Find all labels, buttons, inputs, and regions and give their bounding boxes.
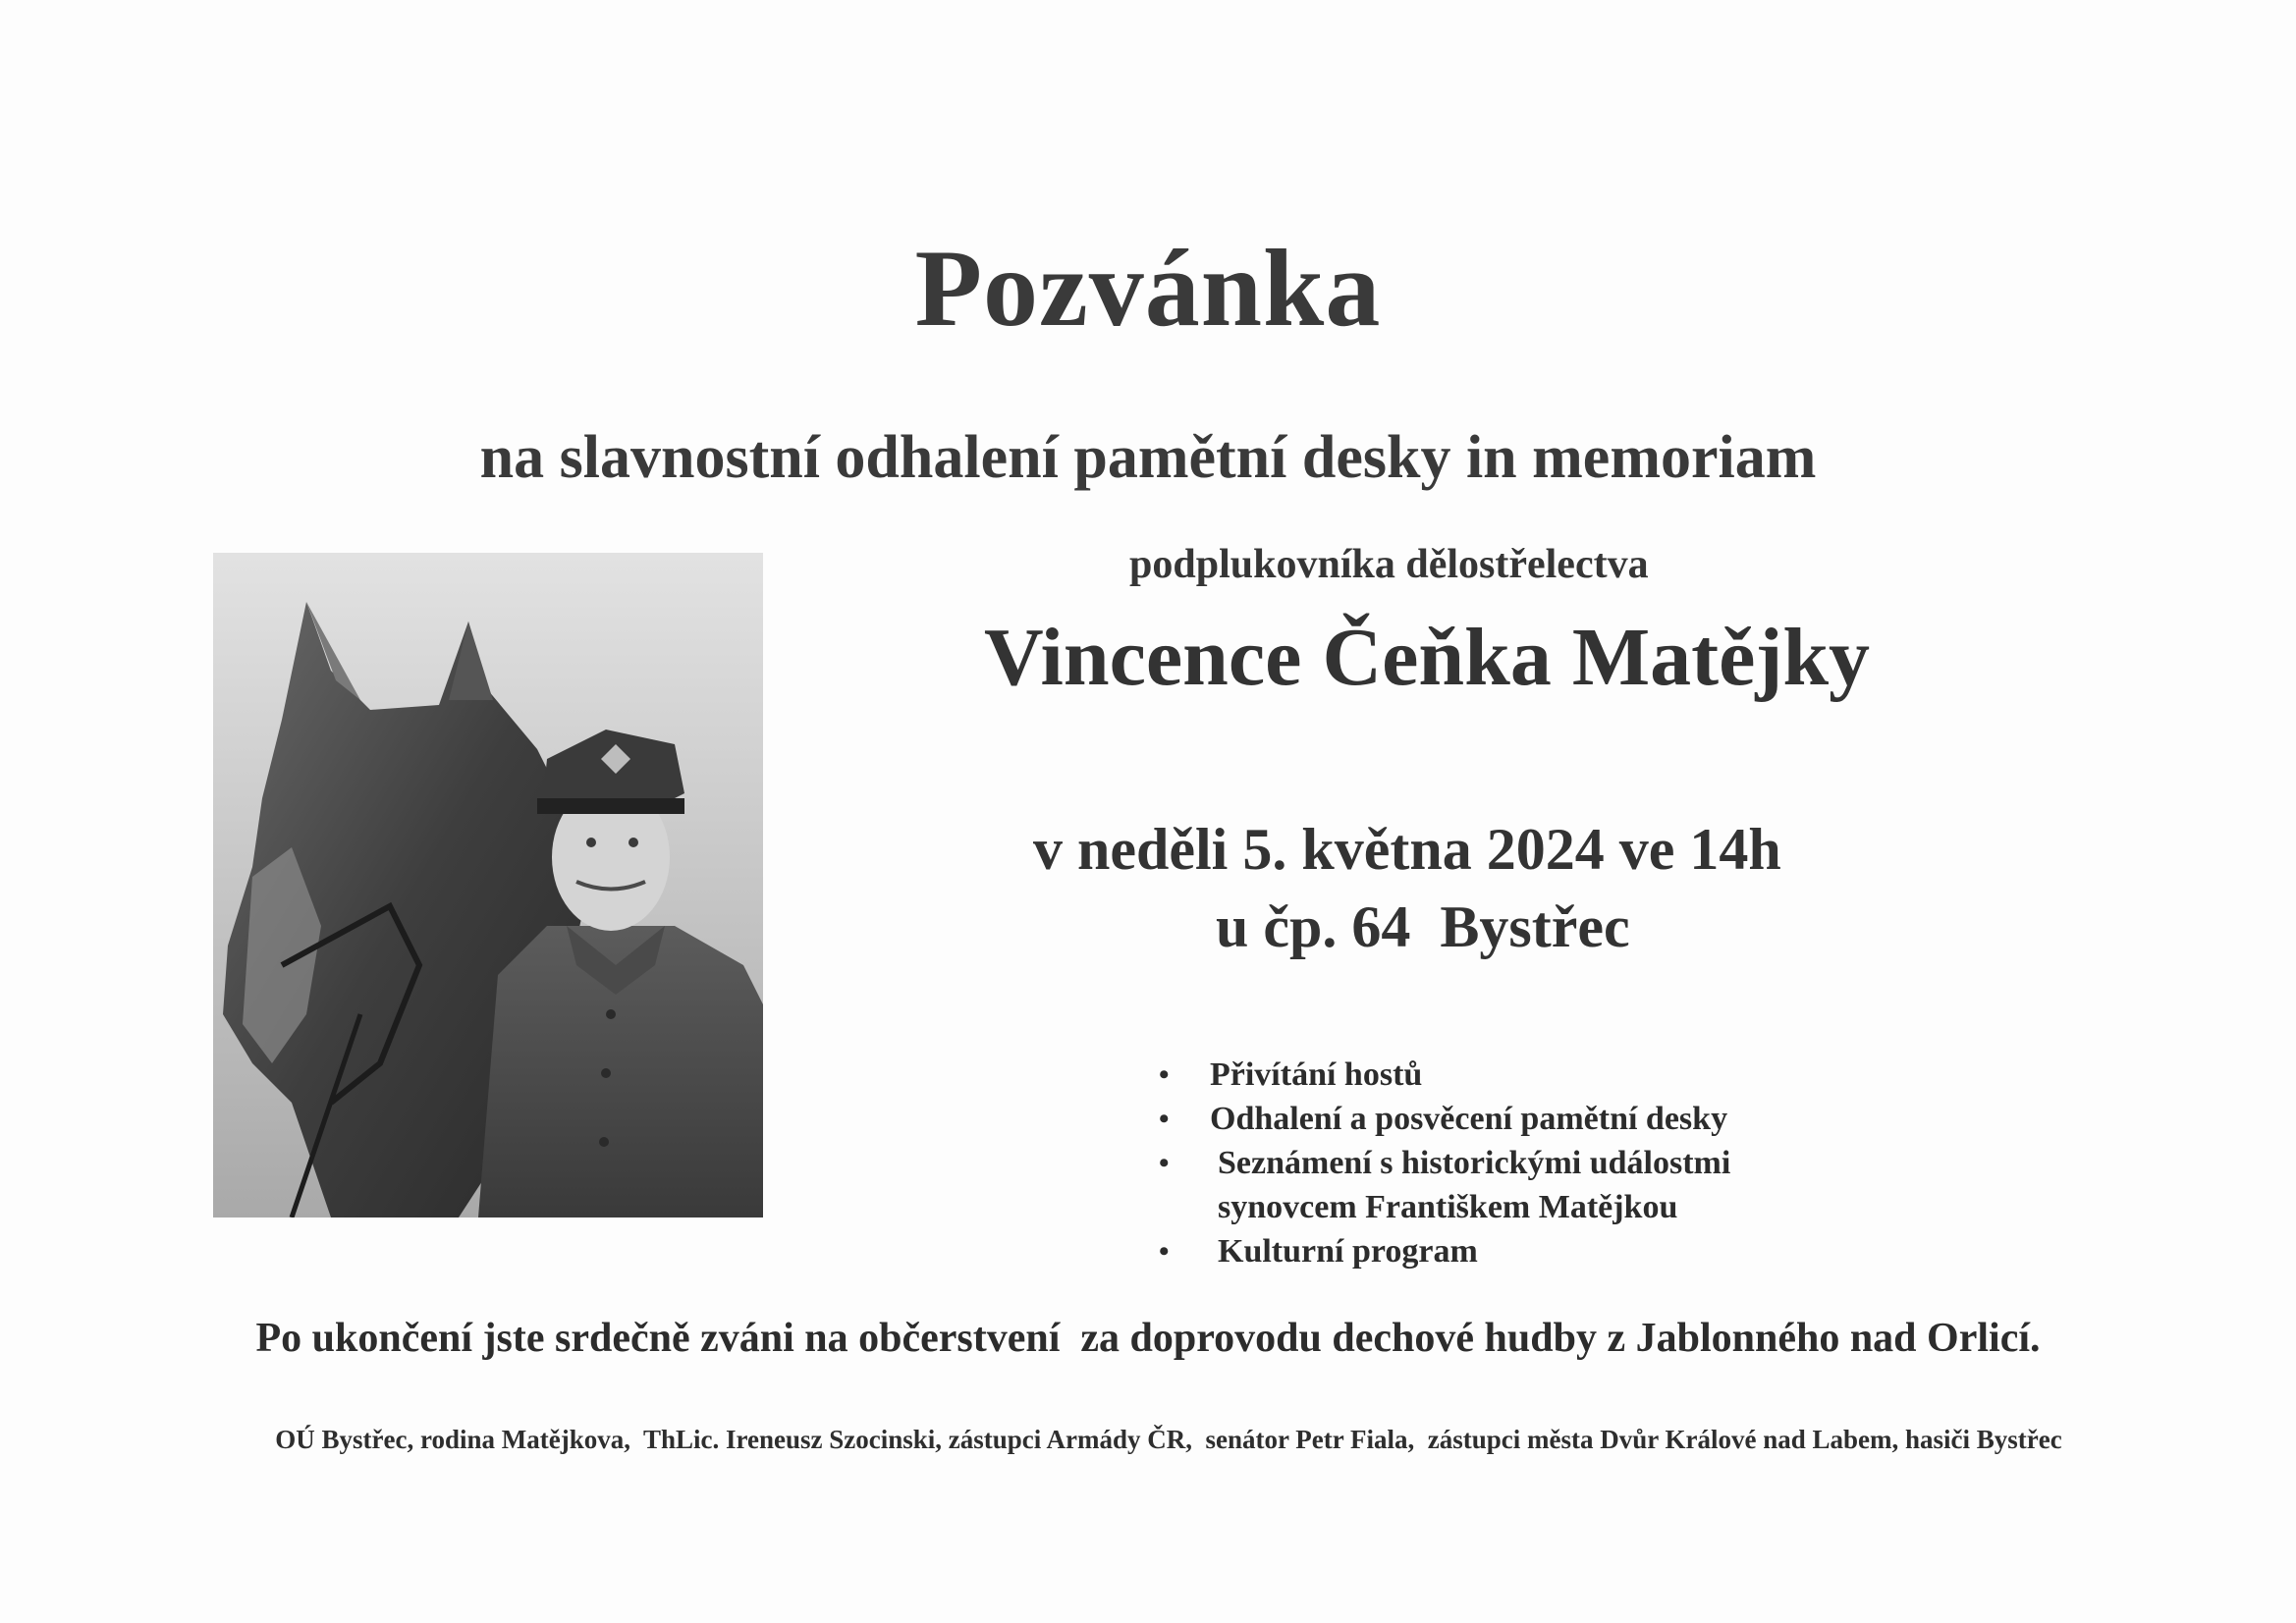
program-item-label: Odhalení a posvěcení pamětní desky [1210,1101,1728,1137]
program-item-label: Seznámení s historickými událostmi [1218,1145,1731,1181]
closing-invitation-text: Po ukončení jste srdečně zváni na občerstvení za doprovodu dechové hudby z Jablonného nad Orlicí. [255,1316,2041,1361]
event-date-time: v neděli 5. května 2024 ve 14h [1033,817,1781,882]
program-item [1159,1097,1730,1141]
program-item [1159,1229,1730,1273]
invitation-subtitle: na slavnostní odhalení pamětní desky in memoriam [479,424,1817,491]
event-location: u čp. 64 Bystřec [1216,894,1630,959]
program-list [1159,1053,1730,1273]
program-item-label: Přivítání hostů [1210,1056,1423,1093]
honoree-name: Vincence Čeňka Matějky [984,612,1871,703]
bullet-dot-icon: • [1159,1147,1170,1179]
bullet-dot-icon: • [1159,1235,1170,1268]
photo-illustration [213,553,763,1217]
program-item [1159,1053,1730,1097]
bullet-dot-icon: • [1159,1103,1170,1135]
program-item-continuation: synovcem Františkem Matějkou [1218,1189,1678,1225]
program-item [1159,1141,1730,1229]
honoree-rank: podplukovníka dělostřelectva [1129,542,1649,587]
organizers-line: OÚ Bystřec, rodina Matějkova, ThLic. Ireneusz Szocinski, zástupci Armády ČR, senátor Petr Fiala, zástupci města Dvůr Králové nad Labem, hasiči Bystřec [275,1425,2062,1454]
bullet-dot-icon: • [1159,1058,1170,1091]
invitation-title: Pozvánka [914,228,1382,350]
historical-photo-officer-with-horse [213,553,763,1217]
program-item-label: Kulturní program [1218,1233,1478,1270]
